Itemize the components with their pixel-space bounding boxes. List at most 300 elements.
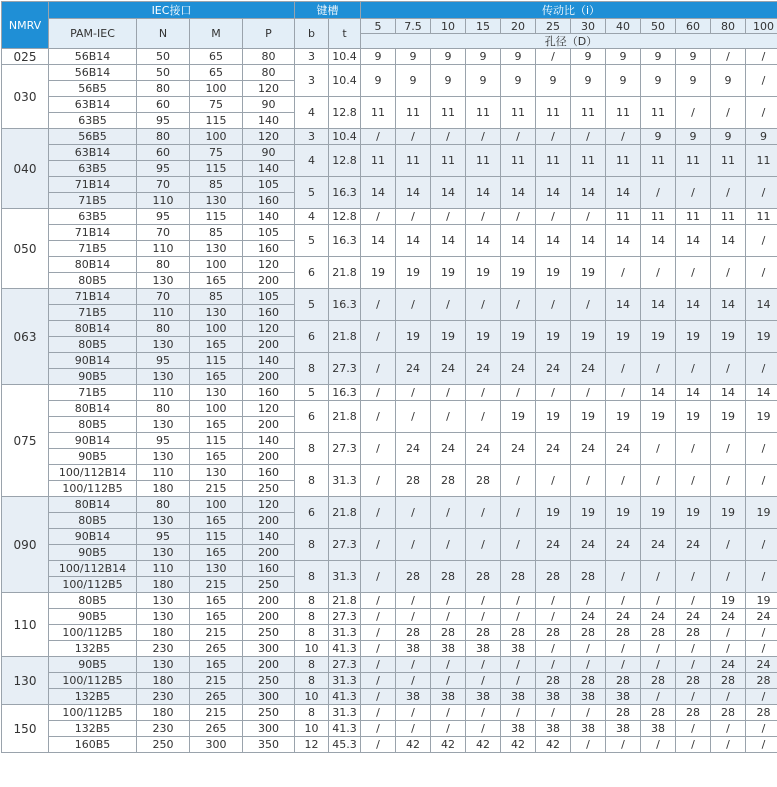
m-cell: 215 <box>190 577 243 593</box>
bore-cell: 9 <box>641 49 676 65</box>
p-cell: 160 <box>243 305 295 321</box>
bore-cell: 9 <box>466 49 501 65</box>
bore-cell: / <box>746 625 777 641</box>
keyway-t-cell: 31.3 <box>329 465 361 497</box>
bore-cell: 14 <box>606 289 641 321</box>
bore-cell: / <box>536 705 571 721</box>
pam-cell: 132B5 <box>49 689 137 705</box>
keyway-b-cell: 4 <box>295 97 329 129</box>
n-cell: 95 <box>137 161 190 177</box>
bore-cell: 28 <box>466 561 501 593</box>
bore-cell: / <box>571 209 606 225</box>
pam-cell: 80B5 <box>49 337 137 353</box>
bore-cell: 19 <box>396 257 431 289</box>
m-cell: 165 <box>190 609 243 625</box>
bore-cell: 9 <box>431 65 466 97</box>
m-cell: 165 <box>190 273 243 289</box>
pam-cell: 56B14 <box>49 49 137 65</box>
p-cell: 200 <box>243 593 295 609</box>
bore-cell: 24 <box>396 433 431 465</box>
bore-cell: 38 <box>466 689 501 705</box>
n-cell: 130 <box>137 449 190 465</box>
bore-cell: / <box>466 129 501 145</box>
header-keyway: 键槽 <box>295 2 361 19</box>
bore-cell: 9 <box>606 49 641 65</box>
bore-cell: 11 <box>676 209 711 225</box>
bore-cell: / <box>536 593 571 609</box>
keyway-t-cell: 16.3 <box>329 289 361 321</box>
header-m: M <box>190 19 243 49</box>
bore-cell: 24 <box>466 433 501 465</box>
pam-cell: 80B5 <box>49 273 137 289</box>
bore-cell: 19 <box>641 497 676 529</box>
n-cell: 110 <box>137 193 190 209</box>
bore-cell: / <box>501 673 536 689</box>
bore-cell: 24 <box>606 609 641 625</box>
bore-cell: 19 <box>536 257 571 289</box>
n-cell: 80 <box>137 81 190 97</box>
bore-cell: 11 <box>676 145 711 177</box>
bore-cell: 28 <box>431 561 466 593</box>
pam-cell: 90B5 <box>49 449 137 465</box>
bore-cell: 11 <box>571 145 606 177</box>
bore-cell: 9 <box>606 65 641 97</box>
bore-cell: 11 <box>711 209 746 225</box>
bore-cell: 9 <box>361 65 396 97</box>
n-cell: 50 <box>137 49 190 65</box>
bore-cell: 19 <box>641 321 676 353</box>
bore-cell: / <box>361 465 396 497</box>
bore-cell: 9 <box>571 49 606 65</box>
m-cell: 115 <box>190 161 243 177</box>
bore-cell: 14 <box>676 385 711 401</box>
bore-cell: 28 <box>396 465 431 497</box>
bore-cell: 14 <box>536 177 571 209</box>
bore-cell: 14 <box>711 289 746 321</box>
bore-cell: 14 <box>746 289 777 321</box>
bore-cell: / <box>396 385 431 401</box>
p-cell: 250 <box>243 625 295 641</box>
m-cell: 130 <box>190 561 243 577</box>
bore-cell: / <box>361 737 396 753</box>
pam-cell: 71B5 <box>49 305 137 321</box>
bore-cell: 28 <box>641 673 676 689</box>
ratio-header: 60 <box>676 19 711 34</box>
bore-cell: / <box>746 721 777 737</box>
keyway-t-cell: 12.8 <box>329 97 361 129</box>
pam-cell: 63B5 <box>49 161 137 177</box>
keyway-b-cell: 5 <box>295 177 329 209</box>
bore-cell: / <box>361 401 396 433</box>
bore-cell: 11 <box>466 145 501 177</box>
bore-cell: / <box>431 673 466 689</box>
keyway-t-cell: 31.3 <box>329 625 361 641</box>
bore-cell: 9 <box>396 49 431 65</box>
bore-cell: 19 <box>361 257 396 289</box>
n-cell: 130 <box>137 657 190 673</box>
keyway-b-cell: 10 <box>295 689 329 705</box>
bore-cell: / <box>641 433 676 465</box>
bore-cell: 42 <box>536 737 571 753</box>
p-cell: 200 <box>243 449 295 465</box>
bore-cell: / <box>501 465 536 497</box>
m-cell: 75 <box>190 145 243 161</box>
bore-cell: 14 <box>641 225 676 257</box>
keyway-b-cell: 6 <box>295 401 329 433</box>
keyway-t-cell: 27.3 <box>329 657 361 673</box>
bore-cell: 19 <box>501 321 536 353</box>
bore-cell: 42 <box>501 737 536 753</box>
bore-cell: 11 <box>606 145 641 177</box>
bore-cell: 11 <box>606 209 641 225</box>
p-cell: 250 <box>243 481 295 497</box>
p-cell: 350 <box>243 737 295 753</box>
bore-cell: / <box>501 705 536 721</box>
keyway-t-cell: 10.4 <box>329 129 361 145</box>
bore-cell: / <box>676 561 711 593</box>
table-row <box>2 385 777 401</box>
m-cell: 130 <box>190 305 243 321</box>
n-cell: 95 <box>137 433 190 449</box>
bore-cell: 24 <box>641 609 676 625</box>
bore-cell: / <box>536 49 571 65</box>
bore-cell: / <box>676 177 711 209</box>
pam-cell: 71B5 <box>49 385 137 401</box>
p-cell: 90 <box>243 97 295 113</box>
table-row <box>2 209 777 225</box>
bore-cell: / <box>711 737 746 753</box>
keyway-t-cell: 12.8 <box>329 209 361 225</box>
keyway-b-cell: 8 <box>295 593 329 609</box>
n-cell: 180 <box>137 625 190 641</box>
keyway-b-cell: 8 <box>295 673 329 689</box>
bore-cell: / <box>361 561 396 593</box>
bore-cell: 24 <box>431 353 466 385</box>
p-cell: 300 <box>243 689 295 705</box>
bore-cell: 11 <box>746 209 777 225</box>
bore-cell: 9 <box>746 129 777 145</box>
bore-cell: 14 <box>571 177 606 209</box>
header-bore: 孔径（D） <box>361 34 777 49</box>
bore-cell: 14 <box>676 225 711 257</box>
bore-cell: 9 <box>501 49 536 65</box>
bore-cell: / <box>361 353 396 385</box>
table-row <box>2 225 777 241</box>
bore-cell: 28 <box>711 673 746 689</box>
m-cell: 265 <box>190 721 243 737</box>
bore-cell: / <box>571 289 606 321</box>
bore-cell: 19 <box>571 321 606 353</box>
pam-cell: 90B14 <box>49 353 137 369</box>
n-cell: 230 <box>137 641 190 657</box>
bore-cell: / <box>466 289 501 321</box>
bore-cell: / <box>606 385 641 401</box>
p-cell: 140 <box>243 353 295 369</box>
bore-cell: / <box>641 465 676 497</box>
pam-cell: 80B14 <box>49 257 137 273</box>
table-row <box>2 737 777 753</box>
p-cell: 250 <box>243 577 295 593</box>
bore-cell: / <box>676 593 711 609</box>
bore-cell: 19 <box>571 257 606 289</box>
m-cell: 85 <box>190 225 243 241</box>
bore-cell: / <box>536 209 571 225</box>
bore-cell: / <box>711 353 746 385</box>
bore-cell: 14 <box>676 289 711 321</box>
bore-cell: / <box>466 209 501 225</box>
bore-cell: / <box>711 721 746 737</box>
bore-cell: / <box>431 721 466 737</box>
bore-cell: / <box>501 209 536 225</box>
pam-cell: 100/112B5 <box>49 577 137 593</box>
bore-cell: / <box>431 401 466 433</box>
p-cell: 200 <box>243 609 295 625</box>
keyway-t-cell: 21.8 <box>329 593 361 609</box>
model-group <box>2 209 777 289</box>
keyway-b-cell: 3 <box>295 49 329 65</box>
bore-cell: / <box>641 257 676 289</box>
bore-cell: 24 <box>571 353 606 385</box>
keyway-t-cell: 10.4 <box>329 65 361 97</box>
bore-cell: / <box>641 657 676 673</box>
bore-cell: / <box>396 705 431 721</box>
p-cell: 160 <box>243 241 295 257</box>
bore-cell: / <box>361 705 396 721</box>
keyway-t-cell: 41.3 <box>329 721 361 737</box>
ratio-header: 100 <box>746 19 777 34</box>
p-cell: 250 <box>243 705 295 721</box>
keyway-t-cell: 16.3 <box>329 385 361 401</box>
table-row <box>2 705 777 721</box>
table-row <box>2 593 777 609</box>
bore-cell: 14 <box>536 225 571 257</box>
keyway-b-cell: 6 <box>295 257 329 289</box>
bore-cell: 9 <box>676 65 711 97</box>
bore-cell: 24 <box>676 529 711 561</box>
model-group <box>2 65 777 129</box>
bore-cell: 14 <box>711 225 746 257</box>
bore-cell: 28 <box>466 625 501 641</box>
bore-cell: 28 <box>676 705 711 721</box>
bore-cell: 19 <box>606 401 641 433</box>
m-cell: 130 <box>190 193 243 209</box>
model-cell: 150 <box>2 705 49 753</box>
bore-cell: 24 <box>676 609 711 625</box>
bore-cell: / <box>536 657 571 673</box>
n-cell: 70 <box>137 225 190 241</box>
bore-cell: 24 <box>711 657 746 673</box>
bore-cell: / <box>466 529 501 561</box>
bore-cell: / <box>711 177 746 209</box>
ratio-header: 25 <box>536 19 571 34</box>
bore-cell: / <box>536 609 571 625</box>
bore-cell: 28 <box>606 705 641 721</box>
m-cell: 215 <box>190 673 243 689</box>
n-cell: 110 <box>137 385 190 401</box>
bore-cell: 14 <box>396 177 431 209</box>
header-iec: IEC接口 <box>49 2 295 19</box>
model-cell: 040 <box>2 129 49 209</box>
table-row <box>2 289 777 305</box>
bore-cell: / <box>361 321 396 353</box>
bore-cell: 24 <box>396 353 431 385</box>
bore-cell: 14 <box>501 225 536 257</box>
model-cell: 050 <box>2 209 49 289</box>
pam-cell: 100/112B14 <box>49 465 137 481</box>
bore-cell: / <box>606 257 641 289</box>
bore-cell: / <box>536 129 571 145</box>
bore-cell: 19 <box>536 321 571 353</box>
pam-cell: 100/112B5 <box>49 705 137 721</box>
model-cell: 110 <box>2 593 49 657</box>
bore-cell: 14 <box>361 177 396 209</box>
bore-cell: 19 <box>641 401 676 433</box>
bore-cell: 14 <box>501 177 536 209</box>
m-cell: 100 <box>190 497 243 513</box>
bore-cell: 28 <box>606 625 641 641</box>
m-cell: 300 <box>190 737 243 753</box>
ratio-header: 10 <box>431 19 466 34</box>
bore-cell: / <box>641 561 676 593</box>
bore-cell: / <box>431 385 466 401</box>
bore-cell: / <box>501 129 536 145</box>
keyway-b-cell: 8 <box>295 657 329 673</box>
bore-cell: 14 <box>466 177 501 209</box>
bore-cell: 19 <box>431 321 466 353</box>
keyway-b-cell: 3 <box>295 65 329 97</box>
bore-cell: 11 <box>571 97 606 129</box>
table-row <box>2 721 777 737</box>
bore-cell: / <box>746 49 777 65</box>
bore-cell: 19 <box>746 401 777 433</box>
bore-cell: / <box>431 529 466 561</box>
bore-cell: 24 <box>466 353 501 385</box>
bore-cell: 11 <box>396 97 431 129</box>
bore-cell: / <box>746 433 777 465</box>
bore-cell: / <box>676 97 711 129</box>
bore-cell: 19 <box>466 257 501 289</box>
pam-cell: 132B5 <box>49 641 137 657</box>
n-cell: 130 <box>137 593 190 609</box>
keyway-b-cell: 6 <box>295 321 329 353</box>
bore-cell: / <box>396 497 431 529</box>
p-cell: 105 <box>243 177 295 193</box>
bore-cell: 19 <box>676 401 711 433</box>
bore-cell: / <box>746 65 777 97</box>
bore-cell: 38 <box>431 689 466 705</box>
n-cell: 130 <box>137 369 190 385</box>
keyway-b-cell: 6 <box>295 497 329 529</box>
header-t: t <box>329 19 361 49</box>
bore-cell: / <box>711 529 746 561</box>
pam-cell: 71B5 <box>49 193 137 209</box>
bore-cell: / <box>361 593 396 609</box>
table-row <box>2 657 777 673</box>
table-row <box>2 257 777 273</box>
p-cell: 200 <box>243 337 295 353</box>
bore-cell: / <box>571 705 606 721</box>
p-cell: 140 <box>243 529 295 545</box>
pam-cell: 56B14 <box>49 65 137 81</box>
bore-cell: / <box>431 609 466 625</box>
pam-cell: 71B14 <box>49 177 137 193</box>
m-cell: 65 <box>190 65 243 81</box>
bore-cell: / <box>676 689 711 705</box>
pam-cell: 100/112B5 <box>49 673 137 689</box>
m-cell: 100 <box>190 129 243 145</box>
bore-cell: / <box>641 177 676 209</box>
bore-cell: / <box>466 385 501 401</box>
table-row <box>2 433 777 449</box>
bore-cell: 28 <box>571 673 606 689</box>
n-cell: 230 <box>137 689 190 705</box>
n-cell: 180 <box>137 577 190 593</box>
bore-cell: 19 <box>746 497 777 529</box>
bore-cell: / <box>431 593 466 609</box>
bore-cell: / <box>676 465 711 497</box>
p-cell: 200 <box>243 273 295 289</box>
bore-cell: 19 <box>466 321 501 353</box>
bore-cell: 24 <box>501 353 536 385</box>
bore-cell: / <box>606 641 641 657</box>
bore-cell: 19 <box>711 593 746 609</box>
bore-cell: 38 <box>501 641 536 657</box>
model-cell: 075 <box>2 385 49 497</box>
table-row <box>2 129 777 145</box>
bore-cell: 11 <box>641 97 676 129</box>
n-cell: 130 <box>137 273 190 289</box>
bore-cell: / <box>571 657 606 673</box>
m-cell: 165 <box>190 545 243 561</box>
bore-cell: / <box>501 657 536 673</box>
bore-cell: / <box>641 641 676 657</box>
bore-cell: / <box>746 465 777 497</box>
bore-cell: / <box>606 737 641 753</box>
bore-cell: 38 <box>431 641 466 657</box>
bore-cell: / <box>711 433 746 465</box>
bore-cell: / <box>361 657 396 673</box>
bore-cell: 38 <box>571 689 606 705</box>
header-nmrv: NMRV <box>2 2 49 49</box>
model-group <box>2 129 777 209</box>
bore-cell: 42 <box>396 737 431 753</box>
bore-cell: 19 <box>501 401 536 433</box>
n-cell: 180 <box>137 481 190 497</box>
model-group <box>2 705 777 753</box>
table-row <box>2 529 777 545</box>
bore-cell: 14 <box>466 225 501 257</box>
keyway-b-cell: 3 <box>295 129 329 145</box>
p-cell: 105 <box>243 225 295 241</box>
bore-cell: 24 <box>536 433 571 465</box>
bore-cell: / <box>711 465 746 497</box>
m-cell: 215 <box>190 625 243 641</box>
keyway-b-cell: 8 <box>295 465 329 497</box>
bore-cell: 38 <box>501 689 536 705</box>
bore-cell: / <box>536 641 571 657</box>
m-cell: 100 <box>190 81 243 97</box>
bore-cell: 38 <box>606 721 641 737</box>
pam-cell: 80B14 <box>49 497 137 513</box>
n-cell: 70 <box>137 177 190 193</box>
bore-cell: / <box>396 401 431 433</box>
table-row <box>2 65 777 81</box>
bore-cell: 11 <box>431 97 466 129</box>
bore-cell: / <box>711 97 746 129</box>
bore-cell: 11 <box>361 97 396 129</box>
bore-cell: 38 <box>641 721 676 737</box>
bore-cell: / <box>361 385 396 401</box>
